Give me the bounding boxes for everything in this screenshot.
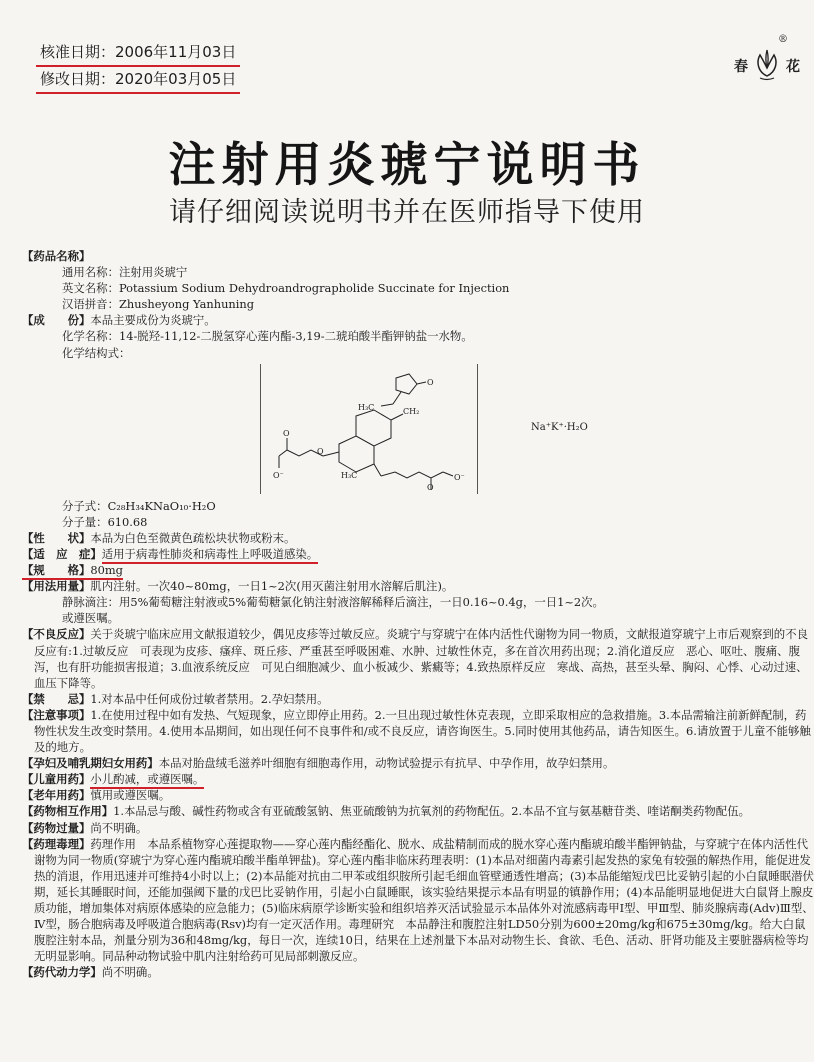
section-pharmacokinetics [22,964,814,980]
section-heading: 【性 状】 [22,530,91,545]
leaflet-body [22,248,814,980]
english-name: 英文名称：Potassium Sodium Dehydroandrographolide Succinate for Injection [62,281,510,296]
section-specification [22,562,814,578]
section-heading: 【成 份】 [22,313,91,328]
section-heading: 【药物过量】 [22,820,91,835]
section-pharmacology [22,836,814,965]
brand-logo [734,34,800,86]
indications-text: 适用于病毒性肺炎和病毒性上呼吸道感染。 [102,547,318,564]
specification-text: 80mg [90,563,123,580]
revision-date: 修改日期：2020年03月05日 [40,67,236,94]
pinyin-name: 汉语拼音：Zhusheyong Yanhuning [62,297,255,312]
lotus-flower-icon [752,46,782,86]
generic-name: 通用名称：注射用炎琥宁 [62,265,188,280]
page-title: 注射用炎琥宁说明书 [168,138,646,193]
structure-atom-label: H₃C [341,470,358,480]
structure-label: 化学结构式： [62,345,131,360]
molecular-formula: 分子式：C₂₈H₃₄KNaO₁₀·H₂O [62,498,216,513]
section-overdose [22,820,814,836]
properties-text: 本品为白色至微黄色疏松块状物或粉末。 [90,530,296,545]
structure-atom-label: O⁻ [454,472,465,482]
overdose-text: 尚不明确。 [90,820,148,835]
section-interactions [22,803,814,819]
pharmacology-text: 药理作用 本品系植物穿心莲提取物——穿心莲内酯经酯化、脱水、成盐精制而成的脱水穿心莲内酯琥珀酸半酯钾钠盐，与穿琥宁在体内活性代谢物为同一物质(穿琥宁为穿心莲内酯琥珀酸半酯单钾盐)。穿心莲内酯非临床药理表明：(1)本品对细菌内毒素引起发热的家兔有较强的解热作用，能促进发热的消退，作用迅速并可维持4小时以上；(2)本品能对抗由二甲苯或组织胺所引起毛细血管壁通透性增高；(3)本品能缩短戊巴比妥钠引起的小白鼠睡眠潜伏期，延长其睡眠时间，还能加强阈下量的戊巴比妥钠作用，引起小白鼠睡眠，该实验结果提示本品有明显的镇静作用；(4)本品能明显地促进大白鼠肾上腺皮质功能，增加集体对病原体感染的应急能力；(5)临床病原学诊断实验和组织培养灭活试验显示本品体外对流感病毒甲Ⅰ型、甲Ⅲ型、肺炎腺病毒(Adv)Ⅲ型、Ⅳ型，肠合胞病毒及呼吸道合胞病毒(Rsv)均有一定灭活作用。毒理研究 本品静注和腹腔注射LD50分别为600±20mg/kg和675±30mg/kg。给大白鼠腹腔注射本品，剂量分别为36和48mg/kg，每日一次，连续10日，结果在上述剂量下本品对动物生长、食欲、毛色、活动、肝肾功能及主要脏器病检等均无明显影响。同品种动物试验中肌内注射给药可见局部刺激反应。 [34,836,814,964]
section-heading: 【不良反应】 [22,627,91,642]
chemical-structure-diagram [260,364,588,494]
section-heading: 【规 格】 [22,563,90,580]
section-pregnancy [22,755,814,771]
section-heading: 【适 应 症】 [22,546,102,561]
dosage-line: 肌内注射。一次40~80mg，一日1~2次(用灭菌注射用水溶解后肌注)。 [90,579,454,594]
dosage-line: 静脉滴注：用5%葡萄糖注射液或5%葡萄糖氯化钠注射液溶解稀释后滴注，一日0.16~0.4g，一日1~2次。 [62,595,604,610]
dosage-line: 或遵医嘱。 [62,611,119,626]
ingredients-text: 本品主要成份为炎琥宁。 [90,313,216,328]
logo-right-char: 花 [786,59,800,75]
section-heading: 【注意事项】 [22,707,91,722]
section-heading: 【禁 忌】 [22,691,91,706]
section-heading: 【老年用药】 [22,788,91,803]
section-indications [22,546,814,562]
section-precautions [22,707,814,755]
section-heading: 【药代动力学】 [22,965,102,980]
structure-atom-label: O⁻ [273,470,284,480]
logo-left-char: 春 [734,59,748,75]
section-contraindications [22,691,814,707]
section-adverse-reactions [22,626,814,690]
section-dosage [22,578,814,626]
pediatric-text: 小儿酌减，或遵医嘱。 [90,772,204,789]
structure-atom-label: O [283,428,290,438]
section-heading: 【用法用量】 [22,579,91,594]
structure-atom-label: O [317,446,324,456]
section-geriatric [22,787,814,803]
section-ingredients [22,312,814,529]
interactions-text: 1.本品忌与酸、碱性药物或含有亚硫酸氢钠、焦亚硫酸钠为抗氧剂的药物配伍。2.本品不宜与氨基糖苷类、喹诺酮类药物配伍。 [113,804,750,819]
section-heading: 【药物相互作用】 [22,804,114,819]
page-subtitle: 请仔细阅读说明书并在医师指导下使用 [169,197,645,228]
section-pediatric [22,771,814,787]
molecular-weight: 分子量：610.68 [62,514,148,529]
section-heading: 【儿童用药】 [22,772,91,787]
salt-label: Na⁺K⁺·H₂O [531,421,588,433]
structure-atom-label: H₃C [358,402,375,412]
contraindications-text: 1.对本品中任何成份过敏者禁用。2.孕妇禁用。 [90,691,329,706]
precautions-text: 1.在使用过程中如有发热、气短现象，应立即停止用药。2.一旦出现过敏性休克表现，立即采取相应的急救措施。3.本品需输注前新鲜配制，药物性状发生改变时禁用。4.使用本品期间，如出现任何不良事件和/或不良反应，请咨询医生。5.同时使用其他药品，请告知医生。6.请放置于儿童不能够触及的地方。 [34,707,811,755]
adverse-text: 关于炎琥宁临床应用文献报道较少，偶见皮疹等过敏反应。炎琥宁与穿琥宁在体内活性代谢物为同一物质，文献报道穿琥宁上市后观察到的不良反应有:1.过敏反应 可表现为皮疹、瘙痒、斑丘疹、严重甚至呼吸困难、水肿、过敏性休克，多在首次用药出现；2.消化道反应 恶心、呕吐、腹痛、腹泻，也有肝功能损害报道；3.血液系统反应 可见白细胞减少、血小板减少、紫癜等；4.致热原样反应 寒战、高热，甚至头晕、胸闷、心悸、心动过速、血压下降等。 [34,627,808,690]
registered-mark: ® [778,34,788,45]
section-heading: 【药品名称】 [22,249,91,263]
geriatric-text: 慎用或遵医嘱。 [90,788,171,803]
structure-atom-label: CH₂ [403,406,420,416]
structure-atom-label: O [427,482,434,492]
chemical-name: 化学名称：14-脱羟-11,12-二脱氢穿心莲内酯-3,19-二琥珀酸半酯钾钠盐一水物。 [62,329,473,344]
section-heading: 【孕妇及哺乳期妇女用药】 [22,756,159,771]
section-drug-name [22,248,814,312]
pharmacokinetics-text: 尚不明确。 [101,965,159,980]
date-block [40,40,236,94]
section-properties [22,530,814,546]
section-heading: 【药理毒理】 [22,836,91,851]
structure-drawing [261,364,477,494]
approval-date: 核准日期：2006年11月03日 [40,40,236,67]
pregnancy-text: 本品对胎盘绒毛滋养叶细胞有细胞毒作用，动物试验提示有抗早、中孕作用，故孕妇禁用。 [158,756,615,771]
structure-atom-label: O [427,377,434,387]
